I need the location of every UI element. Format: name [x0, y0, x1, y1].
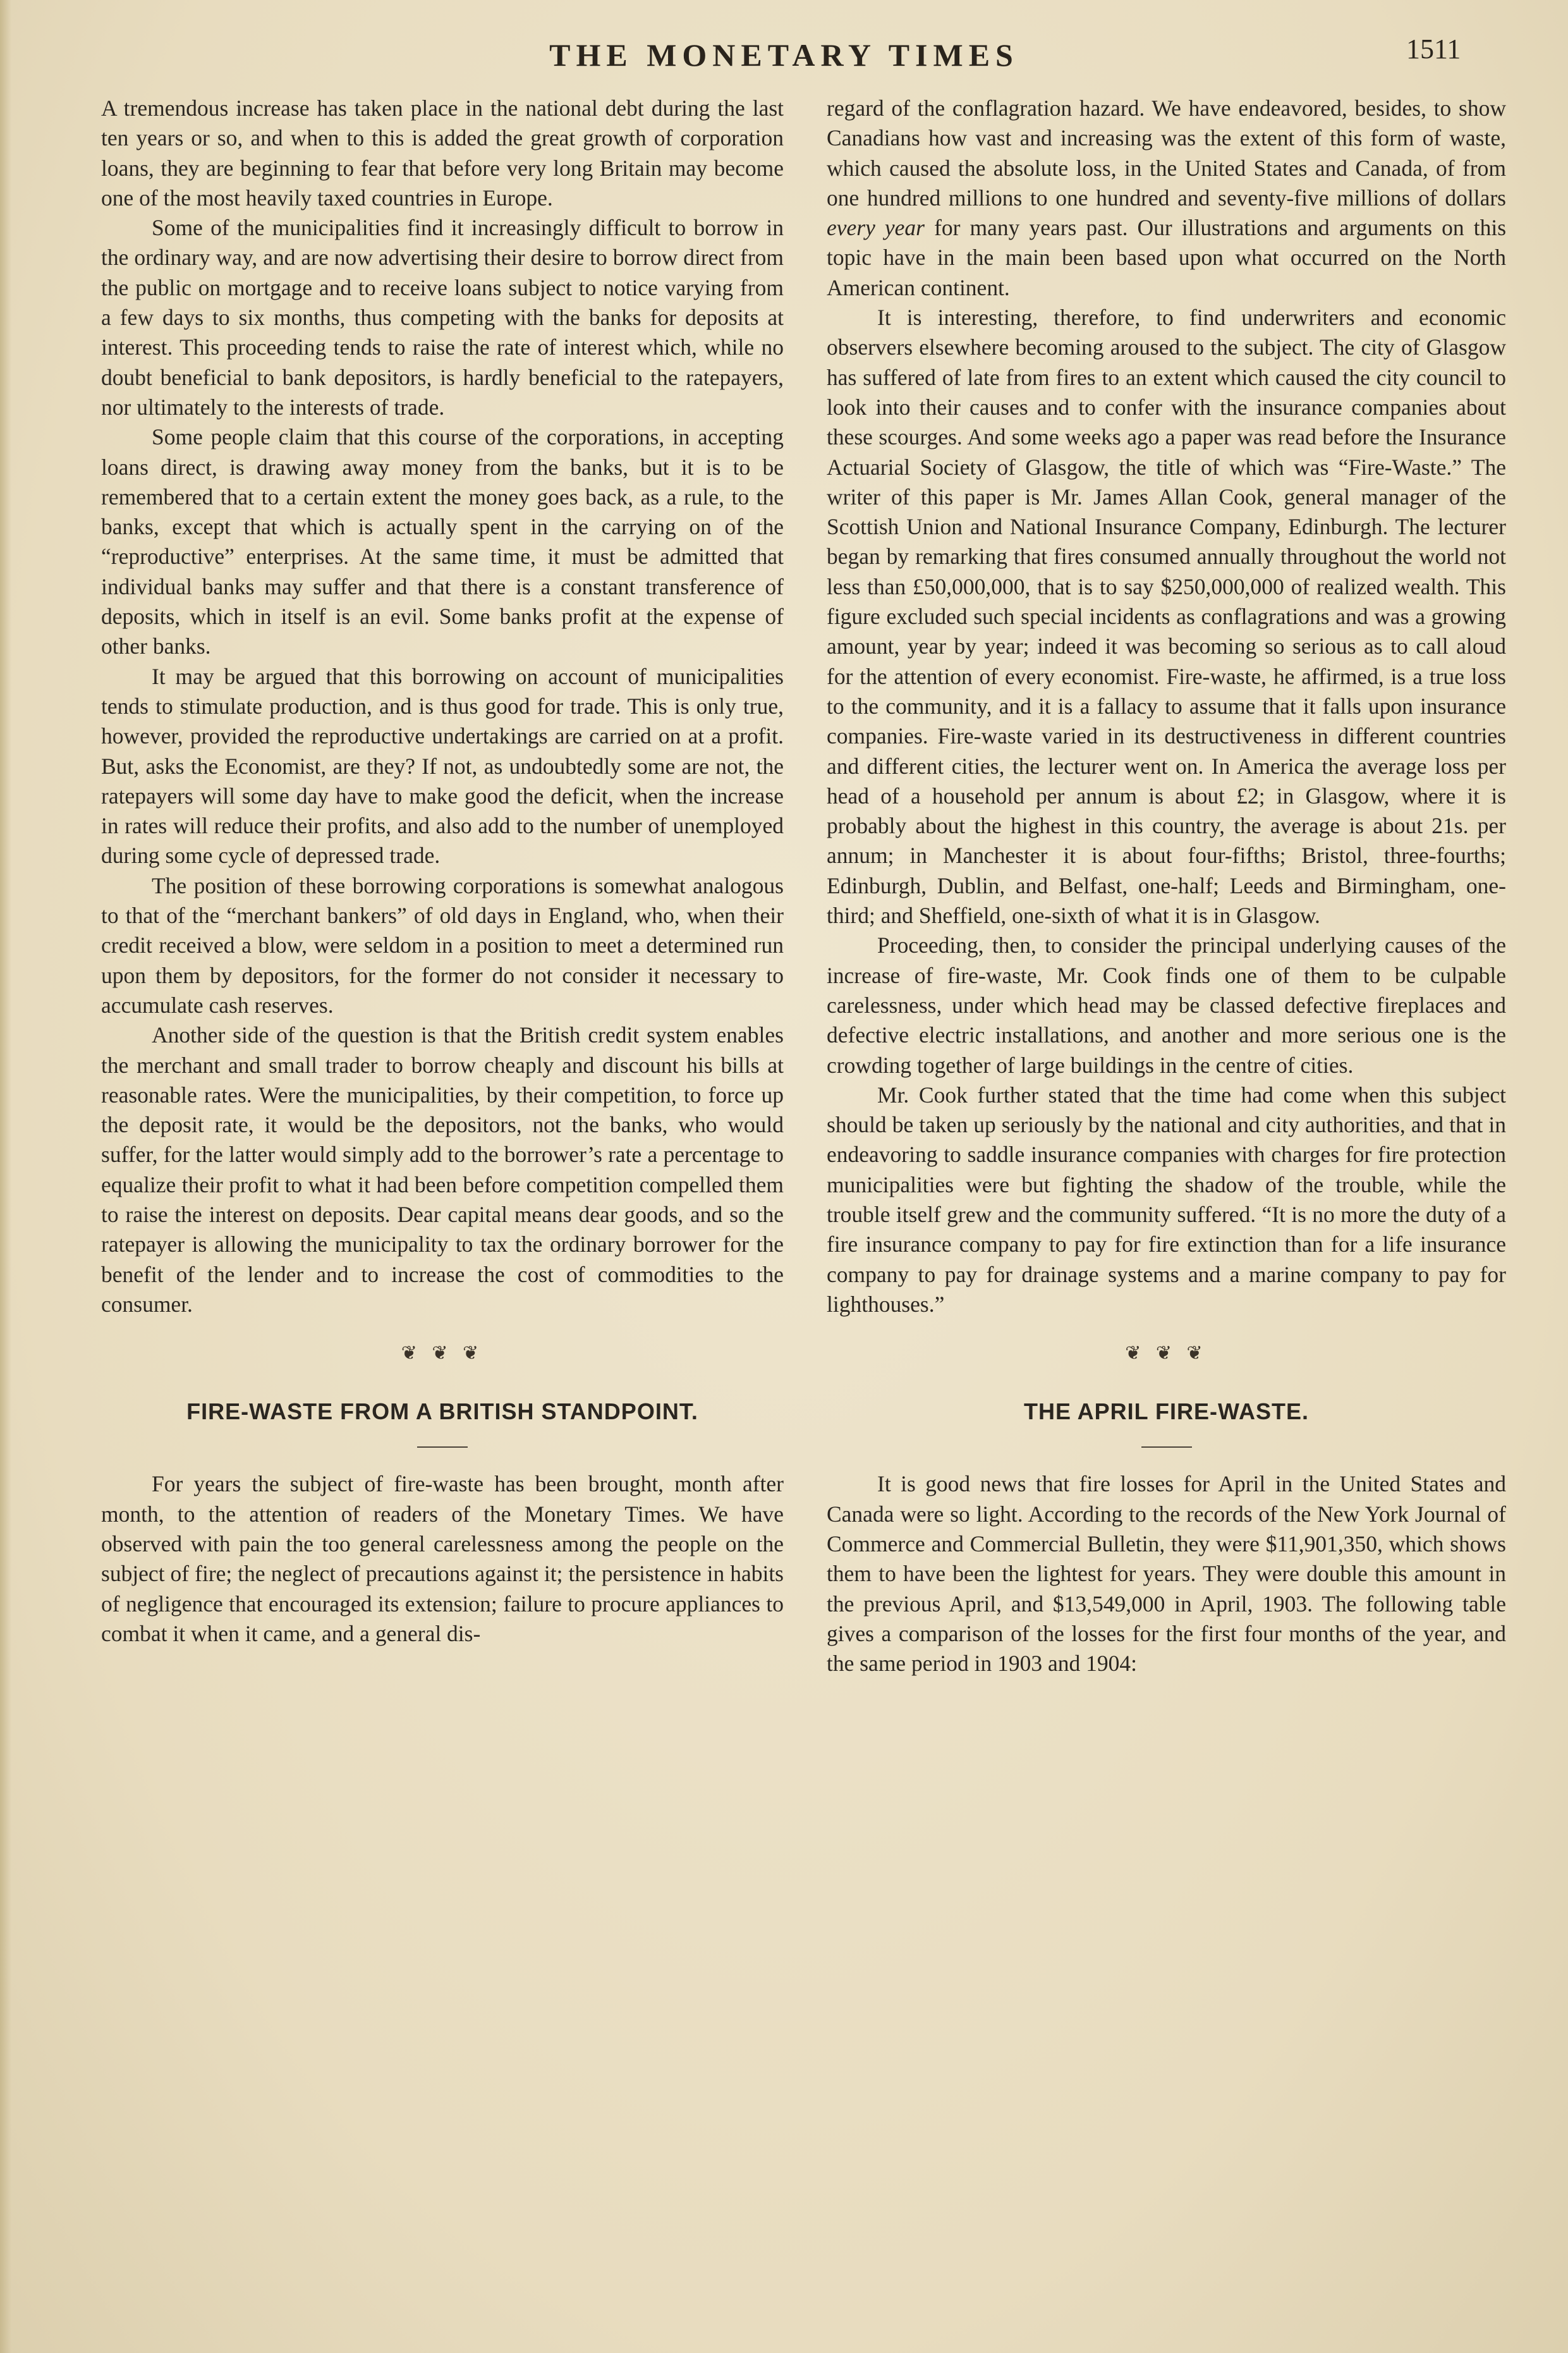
paragraph: Proceeding, then, to consider the principal underlying causes of the increase of fire-waste, Mr. Cook finds one of them to be culpable carelessness, under which head may be classed defective fireplaces and defective electric installations, and another and more serious one is the crowding together of large buildings in the centre of cities. — [827, 932, 1506, 1078]
article-heading: FIRE-WASTE FROM A BRITISH STANDPOINT. — [186, 1398, 698, 1425]
heading-rule — [417, 1446, 468, 1448]
paragraph: A tremendous increase has taken place in the national debt during the last ten years or so, and when to this is added the great growth of corporation loans, they are beginning to fear that before very long Britain may become one of the most heavily taxed countries in Europe. — [101, 95, 784, 211]
continuation-text: regard of the conflagration hazard. We have endeavored, besides, to show Canadians how vast and increasing was the extent of this form of waste, which caused the absolute loss, in the United States and Canada, of from one hundred millions to one hundred and seventy-five millions of dollars — [827, 95, 1506, 211]
paragraph: Another side of the question is that the British credit system enables the merchant and small trader to borrow cheaply and discount his bills at reasonable rates. Were the municipalities, by their competition, to force up the deposit rate, it would be the depositors, not the banks, who would suffer, for the latter would simply add to the borrower’s rate a percentage to equalize their profit to what it had been before competition compelled them to raise the interest on deposits. Dear capital means dear goods, and so the ratepayer is allowing the municipality to tax the ordinary borrower for the benefit of the lender and to increase the cost of commodities to the consumer. — [101, 1022, 784, 1317]
paragraph: It is interesting, therefore, to find underwriters and economic observers elsewhere becoming aroused to the subject. The city of Glasgow has suffered of late from fires to an extent which caused the city council to look into their causes and to confer with the insurance companies about these scourges. And some weeks ago a paper was read before the Insurance Actuarial Society of Glasgow, the title of which was “Fire-Waste.” The writer of this paper is Mr. James Allan Cook, general manager of the Scottish Union and National Insurance Company, Edinburgh. The lecturer began by remarking that fires consumed annually throughout the world not less than £50,000,000, that is to say $250,000,000 of realized wealth. This figure excluded such special incidents as conflagrations and was a growing amount, year by year; indeed it was becoming so serious as to call aloud for the attention of every economist. Fire-waste, he affirmed, is a true loss to the community, and it is a fallacy to assume that it falls upon insurance companies. Fire-waste varied in its destructiveness in different countries and different cities, the lecturer went on. In America the average loss per head of a household per annum is about £2; in Glasgow, where it is probably about the highest in this country, the average is about 21s. per annum; in Manchester it is about four-fifths; Bristol, three-fourths; Edinburgh, Dublin, and Belfast, one-half; Leeds and Birmingham, one-third; and Sheffield, one-sixth of what it is in Glasgow. — [827, 305, 1506, 929]
paragraph: The position of these borrowing corporations is somewhat analogous to that of the “merchant bankers” of old days in England, who, when their credit received a blow, were seldom in a position to meet a determined run upon them by depositors, for the former do not consider it necessary to accumulate cash reserves. — [101, 872, 784, 1018]
page-number: 1511 — [1406, 34, 1461, 64]
paragraph: It is good news that fire losses for April in the United States and Canada were so light. According to the records of the New York Journal of Commerce and Commercial Bulletin, they were $11,901,350, which shows them to have been the lightest for years. They were double this amount in the previous April, and $13,549,000 in April, 1903. The following table gives a comparison of the losses for the first four months of the year, and the same period in 1903 and 1904: — [827, 1471, 1506, 1677]
section-ornament: ❦ ❦ ❦ — [401, 1343, 484, 1364]
paragraph: Some of the municipalities find it increasingly difficult to borrow in the ordinary way, and are now advertising their desire to borrow direct from the public on mortgage and to receive loans subject to notice varying from a few days to six months, thus competing with the banks for deposits at interest. This proceeding tends to raise the rate of interest which, while no doubt beneficial to bank depositors, is hardly beneficial to the ratepayers, nor ultimately to the interests of trade. — [101, 215, 784, 420]
continuation-text: for many years past. Our illustrations and arguments on this topic have in the main been based upon what occurred on the North American continent. — [827, 215, 1507, 300]
paragraph: Mr. Cook further stated that the time had come when this subject should be taken up seriously by the national and city authorities, and that in endeavoring to saddle insurance companies with charges for fire protection municipalities were but fighting the shadow of the trouble, while the trouble itself grew and the community suffered. “It is no more the duty of a fire insurance company to pay for fire extinction than for a life insurance company to pay for drainage systems and a marine company to pay for lighthouses.” — [827, 1082, 1506, 1317]
emphasis-text: every year — [827, 215, 925, 241]
right-column — [827, 94, 1506, 1679]
binding-edge — [0, 0, 11, 2353]
paragraph: Some people claim that this course of the corporations, in accepting loans direct, is drawing away money from the banks, but it is to be remembered that to a certain extent the money goes back, as a rule, to the banks, except that which is actually spent in the carrying on of the “reproductive” enterprises. At the same time, it must be admitted that individual banks may suffer and that there is a constant transference of deposits, which in itself is an evil. Some banks profit at the expense of other banks. — [101, 424, 784, 659]
left-column — [101, 94, 784, 1649]
article-heading: THE APRIL FIRE-WASTE. — [1023, 1398, 1309, 1425]
paragraph: For years the subject of fire-waste has been brought, month after month, to the attention of readers of the Monetary Times. We have observed with pain the too general carelessness among the people on the subject of fire; the neglect of precautions against it; the persistence in habits of negligence that encouraged its extension; failure to procure appliances to combat it when it came, and a general dis- — [101, 1471, 784, 1646]
continuation-paragraph — [827, 94, 1506, 303]
masthead: THE MONETARY TIMES — [549, 37, 1019, 73]
paragraph: It may be argued that this borrowing on account of municipalities tends to stimulate production, and is thus good for trade. This is only true, however, provided the reproductive undertakings are carried on at a profit. But, asks the Economist, are they? If not, as undoubtedly some are not, the ratepayers will some day have to make good the deficit, when the increase in rates will reduce their profits, and also add to the number of unemployed during some cycle of depressed trade. — [101, 663, 784, 869]
heading-rule — [1141, 1446, 1192, 1448]
section-ornament: ❦ ❦ ❦ — [1125, 1343, 1208, 1364]
